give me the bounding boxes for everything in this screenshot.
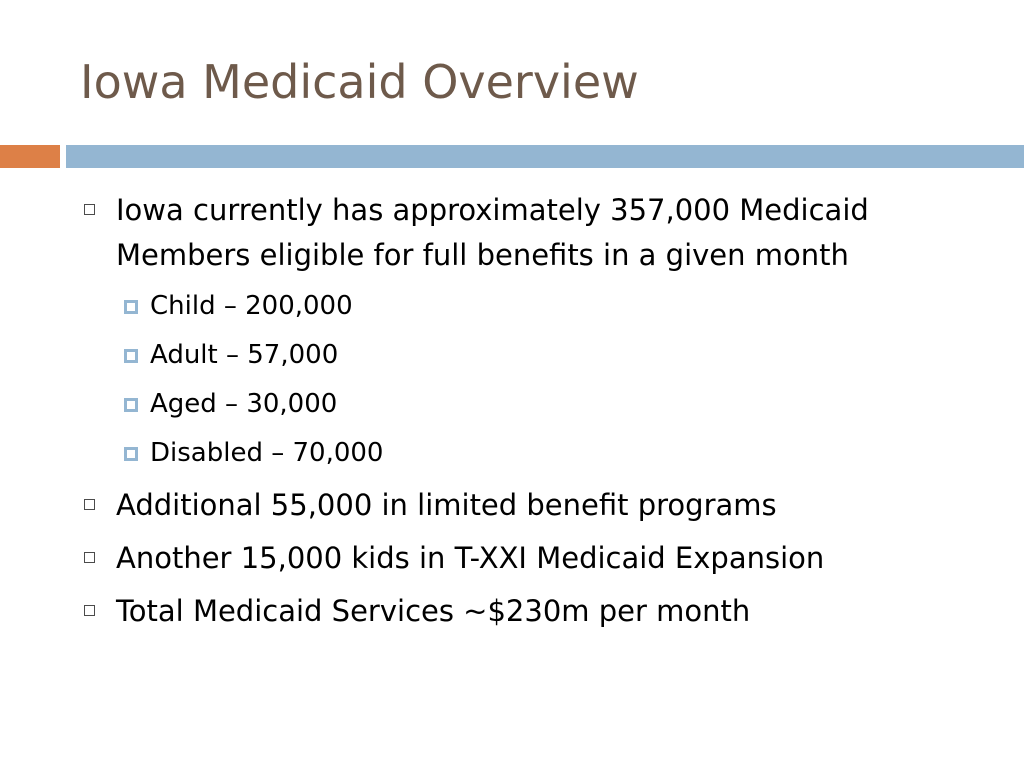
sub-bullet-item: [118, 335, 962, 375]
hollow-square-bullet-icon: [84, 204, 95, 215]
slide-content: [82, 188, 962, 642]
square-bullet-icon: [124, 300, 138, 314]
sub-bullet-item: [118, 433, 962, 473]
sub-bullet-text: Adult – 57,000: [150, 340, 339, 370]
sub-bullet-text: Disabled – 70,000: [150, 438, 384, 468]
slide-title: Iowa Medicaid Overview: [80, 55, 639, 109]
hollow-square-bullet-icon: [84, 605, 95, 616]
bullet-text: Additional 55,000 in limited benefit programs: [116, 488, 777, 522]
sub-bullet-item: [118, 286, 962, 326]
square-bullet-icon: [124, 447, 138, 461]
bullet-item: [82, 589, 962, 634]
bullet-item: [82, 188, 962, 278]
bullet-text: Total Medicaid Services ~$230m per month: [116, 594, 751, 628]
hollow-square-bullet-icon: [84, 552, 95, 563]
sub-bullet-list: [82, 286, 962, 473]
bullet-item: [82, 536, 962, 581]
square-bullet-icon: [124, 349, 138, 363]
title-accent-bar: [0, 145, 60, 168]
sub-bullet-text: Aged – 30,000: [150, 389, 338, 419]
square-bullet-icon: [124, 398, 138, 412]
title-divider-bar: [66, 145, 1024, 168]
bullet-item: [82, 483, 962, 528]
bullet-text: Iowa currently has approximately 357,000 Medicaid Members eligible for full benefits in a given month: [116, 193, 869, 272]
sub-bullet-text: Child – 200,000: [150, 291, 353, 321]
bullet-text: Another 15,000 kids in T-XXI Medicaid Expansion: [116, 541, 825, 575]
hollow-square-bullet-icon: [84, 499, 95, 510]
sub-bullet-item: [118, 384, 962, 424]
